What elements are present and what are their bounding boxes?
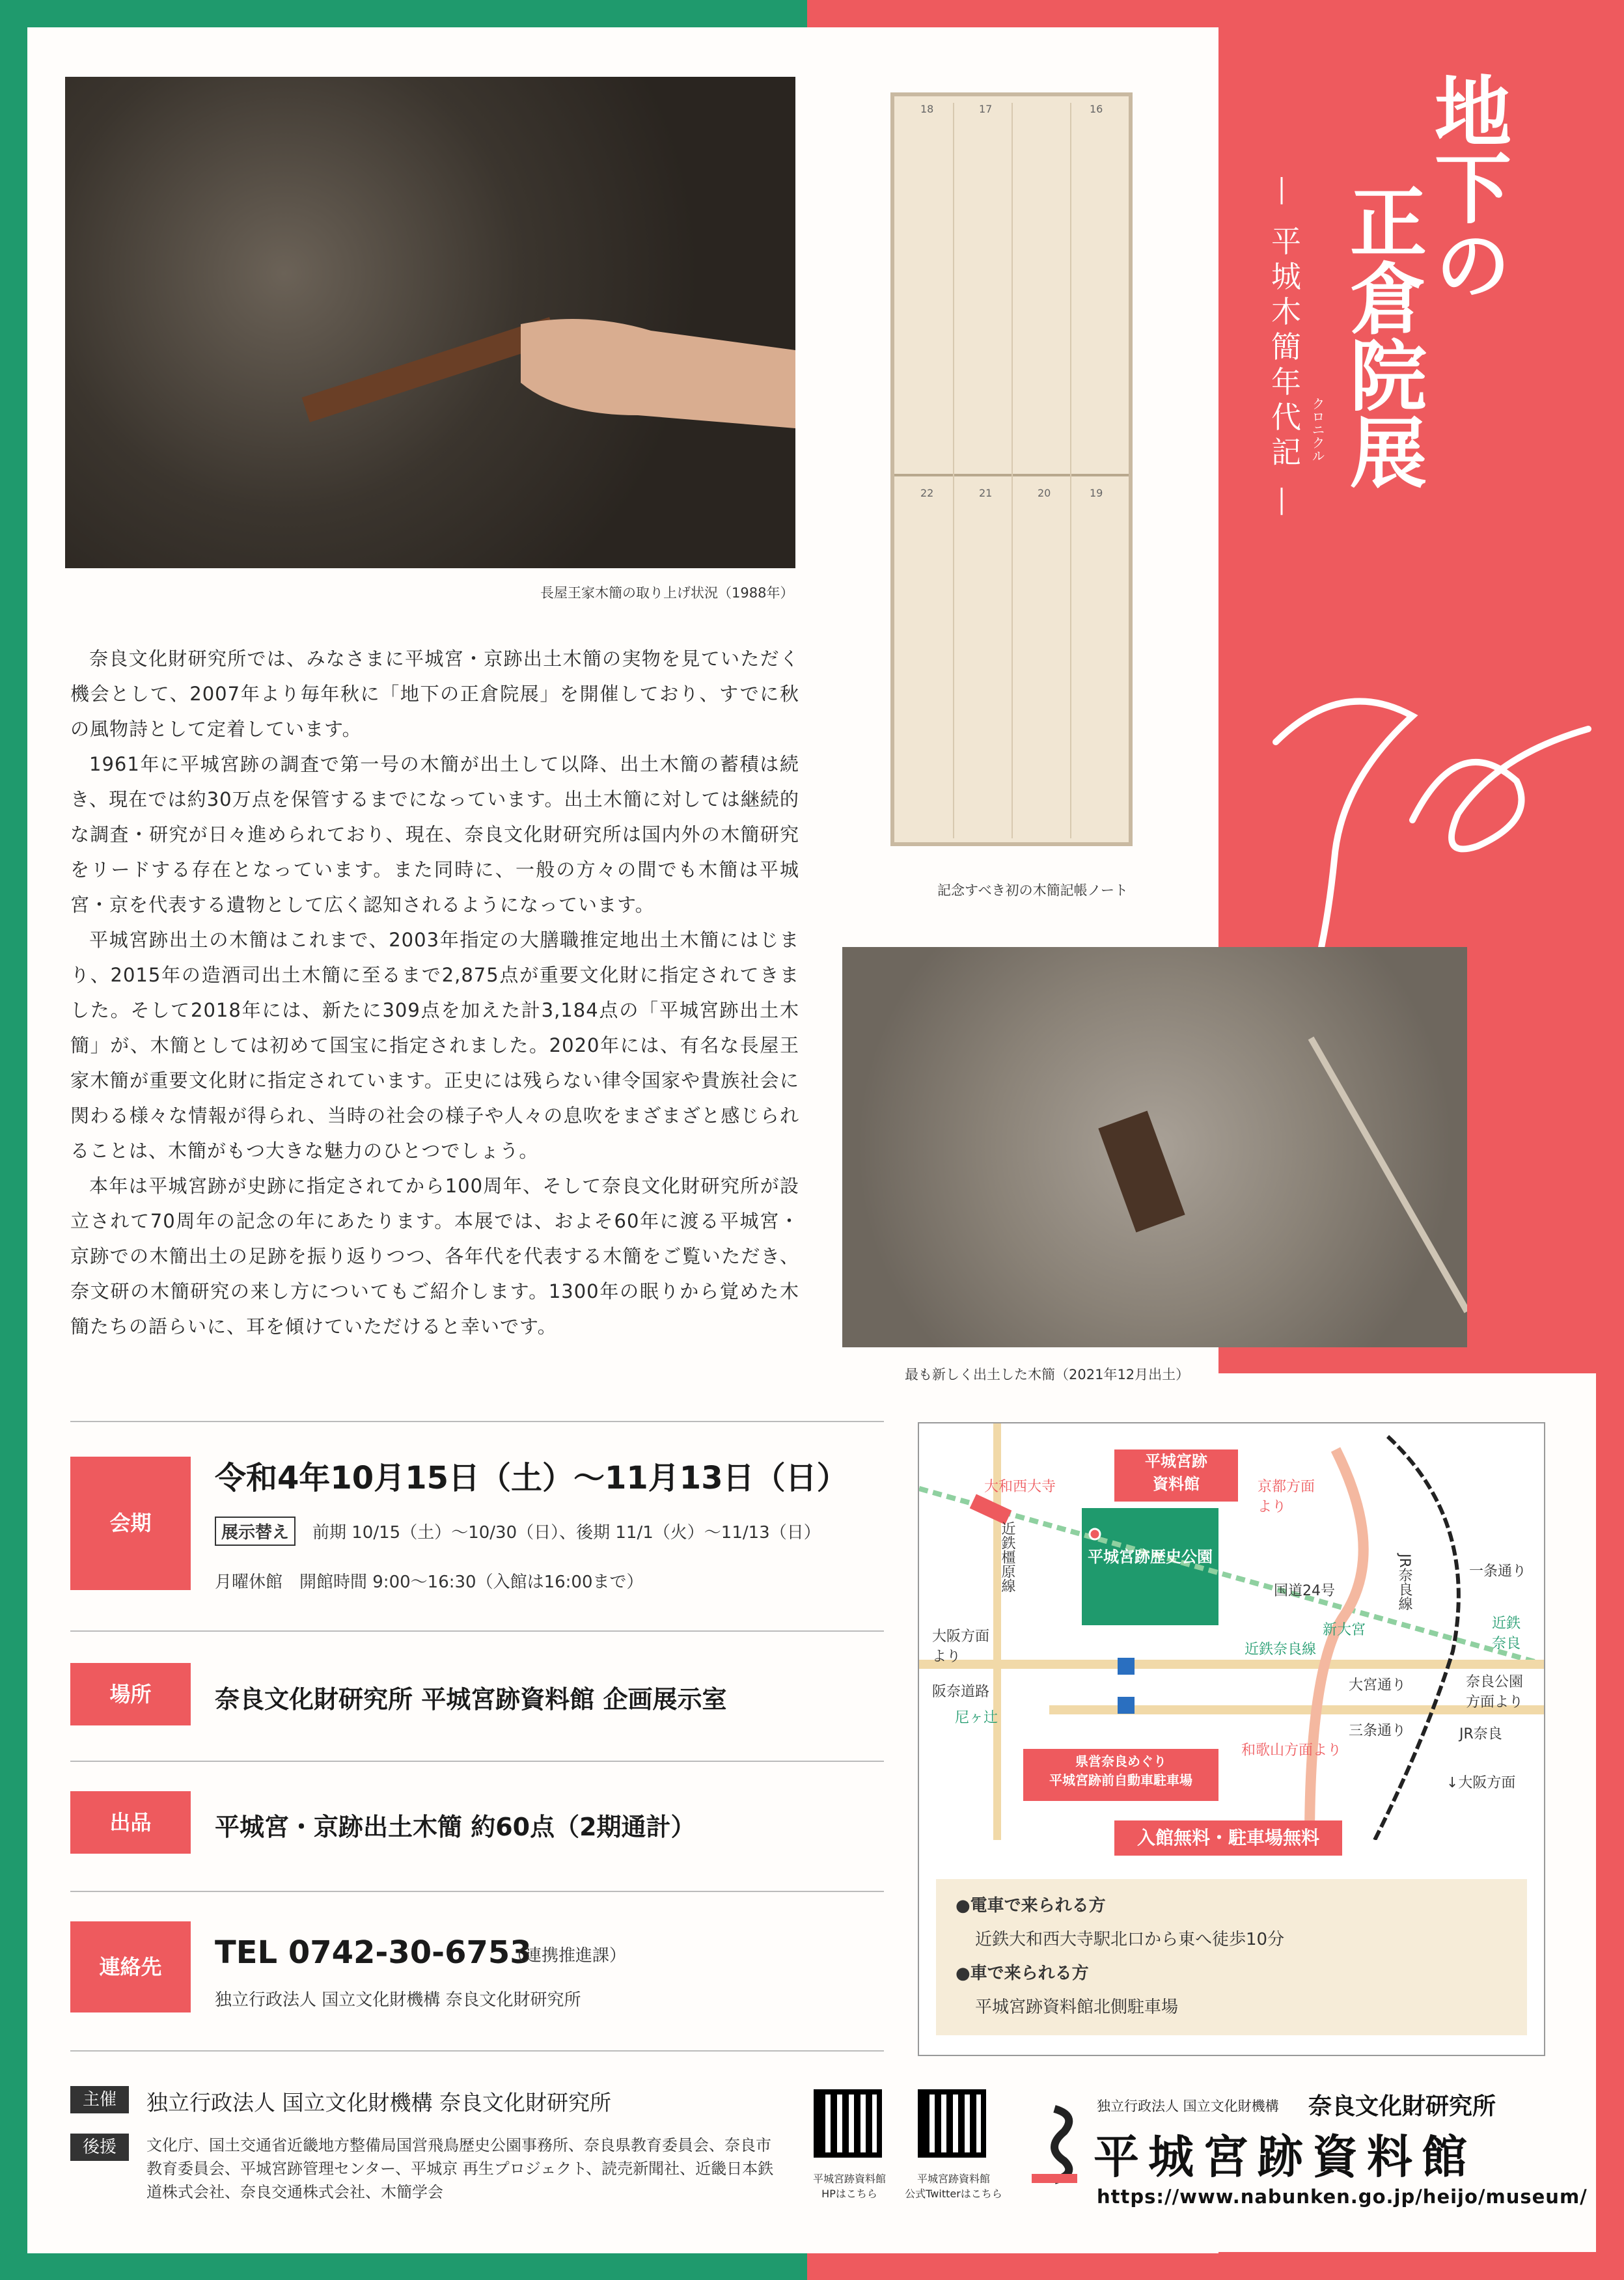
mokkan-photo (842, 947, 1467, 1347)
access-info-box (936, 1879, 1527, 2035)
map-osaka-dir: ↓大阪方面 (1446, 1775, 1516, 1791)
support-label: 後援 (70, 2134, 129, 2161)
map-route24: 国道24号 (1274, 1583, 1335, 1599)
subtitle: — 平城木簡年代記 — (1267, 176, 1302, 522)
contact-org: 独立行政法人 国立文化財機構 奈良文化財研究所 (215, 1990, 581, 2010)
body-paragraph: 1961年に平城宮跡の調査で第一号の木簡が出土して以降、出土木簡の蓄積は続き、現在では約30万点を保管するまでになっています。出土木簡に対しては継続的な調査・研究が日々進められており、現在、奈良文化財研究所は国内外の木簡研究をリードする存在となっています。また同時に、一般の方々の間でも木簡は平城宮・京を代表する遺物として広く認知されるようになっています。 (70, 753, 799, 916)
body-paragraph: 奈良文化財研究所では、みなさまに平城宮・京跡出土木簡の実物を見ていただく機会として、2007年より毎年秋に「地下の正倉院展」を開催しており、すでに秋の風物詩として定着しています。 (70, 648, 799, 740)
venue-text: 奈良文化財研究所 平城宮跡資料館 企画展示室 (215, 1685, 727, 1714)
map-saidaiji: 大和西大寺 (984, 1479, 1056, 1495)
map-museum-label: 平城宮跡 資料館 (1145, 1452, 1207, 1493)
divider (70, 1891, 884, 1892)
title-line1: 地下の (1422, 72, 1512, 302)
notebook-label: 21 (979, 487, 993, 499)
items-text: 平城宮・京跡出土木簡 約60点（2期通計） (215, 1813, 696, 1841)
map-nara-park: 奈良公園 方面より (1466, 1674, 1524, 1710)
map-ichijo: 一条通り (1469, 1563, 1527, 1580)
map-park-label: 平城宮跡歴史公園 (1088, 1548, 1213, 1566)
access-map (918, 1422, 1545, 2056)
divider (70, 1761, 884, 1762)
map-jr-line: JR奈良線 (1396, 1554, 1412, 1611)
rotation-text: 前期 10/15（土）～10/30（日）、後期 11/1（火）～11/13（日） (312, 1523, 821, 1543)
contact-label: 連絡先 (70, 1921, 191, 2012)
qr-twitter-caption: 平城宮跡資料館 公式Twitterはこちら (905, 2173, 1002, 2200)
free-admission-badge: 入館無料・駐車場無料 (1114, 1820, 1342, 1856)
map-hanna: 阪奈道路 (932, 1684, 990, 1700)
contact-dept: （連携推進課） (508, 1946, 627, 1966)
notebook-photo (890, 92, 1133, 846)
title-line2: 正倉院展 (1337, 182, 1427, 489)
host-label: 主催 (70, 2086, 129, 2113)
divider (70, 1630, 884, 1632)
org-small: 独立行政法人 国立文化財機構 (1097, 2098, 1279, 2114)
qr-code-hp[interactable] (814, 2089, 882, 2158)
body-paragraph: 本年は平城宮跡が史跡に指定されてから100周年、そして奈良文化財研究所が設立されて70周年の記念の年にあたります。本展では、およそ60年に渡る平城宮・京跡での木簡出土の足跡を振り返りつつ、各年代を代表する木簡をご覧いただき、奈文研の木簡研究の来し方についてもご紹介します。1300年の眠りから覚めた木簡たちの語らいに、耳を傾けていただけると幸いです。 (70, 1175, 799, 1338)
map-amagatsuji: 尼ヶ辻 (955, 1710, 998, 1726)
org-name: 奈良文化財研究所 (1308, 2093, 1496, 2120)
opening-hours: 月曜休館 開館時間 9:00～16:30（入館は16:00まで） (215, 1573, 644, 1592)
divider (70, 2050, 884, 2052)
train-text: 近鉄大和西大寺駅北口から東へ徒歩10分 (975, 1930, 1285, 1949)
qr-code-twitter[interactable] (918, 2089, 986, 2158)
nabunken-logo (1025, 2102, 1084, 2187)
notebook-label: 16 (1090, 103, 1103, 115)
map-kashihara-line: 近鉄橿原線 (999, 1521, 1015, 1593)
museum-url[interactable]: https://www.nabunken.go.jp/heijo/museum/ (1097, 2186, 1588, 2208)
map-shin-omiya: 新大宮 (1323, 1622, 1366, 1638)
map-jr-nara: JR奈良 (1459, 1726, 1502, 1742)
mokkan-caption: 最も新しく出土した木簡（2021年12月出土） (905, 1367, 1190, 1382)
contact-tel[interactable]: TEL 0742-30-6753 (215, 1934, 532, 1971)
map-kyoto: 京都方面 より (1258, 1479, 1315, 1515)
notebook-caption: 記念すべき初の木簡記帳ノート (937, 883, 1128, 898)
notebook-label: 18 (920, 103, 934, 115)
map-kintetsu-nara: 近鉄 奈良 (1492, 1615, 1521, 1652)
divider (70, 1421, 884, 1422)
car-heading: ●車で来られる方 (956, 1964, 1089, 1983)
qr-hp-caption: 平城宮跡資料館 HPはこちら (812, 2173, 886, 2200)
period-main: 令和4年10月15日（土）～11月13日（日） (215, 1460, 848, 1496)
calligraphy-swash (1263, 651, 1601, 989)
notebook-label: 17 (979, 103, 993, 115)
body-paragraph: 平城宮跡出土の木簡はこれまで、2003年指定の大膳職推定地出土木簡にはじまり、2015年の造酒司出土木簡に至るまで2,875点が重要文化財に指定されてきました。そして2018年には、新たに309点を加えた計3,184点の「平城宮跡出土木簡」が、木簡としては初めて国宝に指定されました。2020年には、有名な長屋王家木簡が重要文化財に指定されています。正史には残らない律令国家や貴族社会に関わる様々な情報が得られ、当時の社会の様子や人々の息吹をまざまざと感じられることは、木簡がもつ大きな魅力のひとつでしょう。 (70, 929, 799, 1162)
venue-label: 場所 (70, 1663, 191, 1725)
rotation-badge: 展示替え (215, 1517, 296, 1546)
map-wakayama: 和歌山方面より (1241, 1742, 1342, 1759)
notebook-label: 19 (1090, 487, 1103, 499)
host-text: 独立行政法人 国立文化財機構 奈良文化財研究所 (146, 2090, 611, 2115)
subtitle-ruby: クロニクル (1310, 397, 1325, 462)
map-omiya: 大宮通り (1349, 1677, 1407, 1694)
map-osaka-from: 大阪方面 より (932, 1628, 990, 1665)
support-text: 文化庁、国土交通省近畿地方整備局国営飛鳥歴史公園事務所、奈良県教育委員会、奈良市教育委員会、平城宮跡管理センター、平城京 再生プロジェクト、読売新聞社、近畿日本鉄道株式会社、奈良交通株式会社、木簡学会 (146, 2136, 774, 2201)
map-parking: 県営奈良めぐり 平城宮跡前自動車駐車場 (1049, 1753, 1192, 1788)
top-photo-caption: 長屋王家木簡の取り上げ状況（1988年） (540, 585, 794, 601)
notebook-label: 20 (1038, 487, 1051, 499)
body-text (70, 641, 799, 1344)
car-text: 平城宮跡資料館北側駐車場 (975, 1998, 1179, 2017)
map-kintetsu-line: 近鉄奈良線 (1245, 1641, 1317, 1658)
train-heading: ●電車で来られる方 (956, 1896, 1106, 1916)
map-sanjo: 三条通り (1349, 1723, 1407, 1739)
items-label: 出品 (70, 1791, 191, 1854)
excavation-photo (65, 77, 795, 568)
period-label: 会期 (70, 1457, 191, 1590)
notebook-label: 22 (920, 487, 934, 499)
museum-name: 平城宮跡資料館 (1094, 2130, 1476, 2184)
